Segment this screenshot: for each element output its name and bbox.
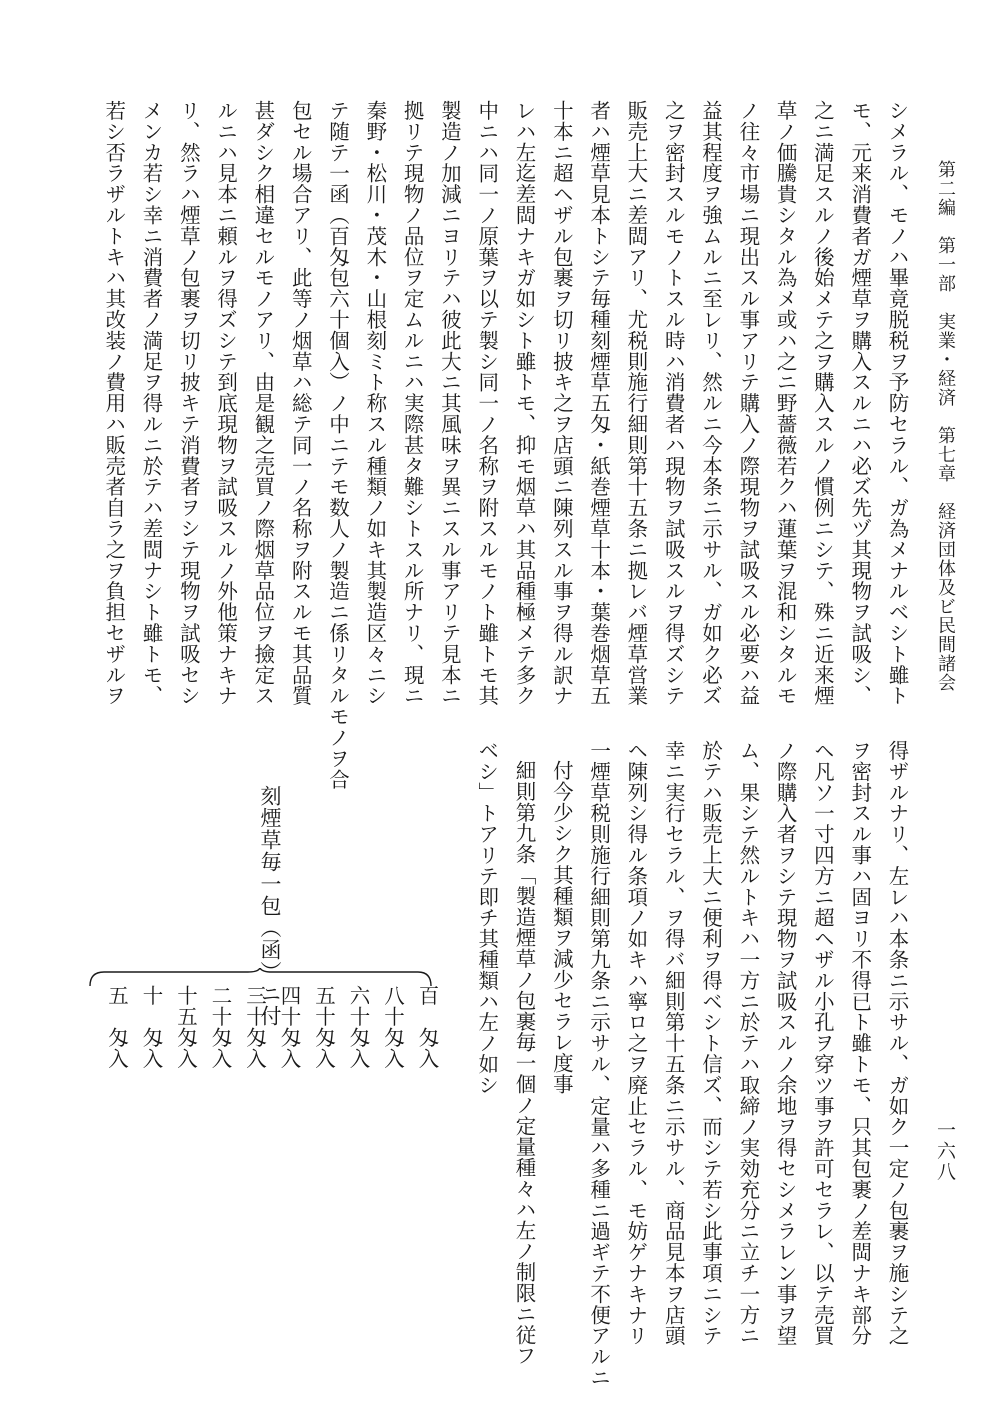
text-column: テ随テ一函（百匁包六十個入）ノ中ニテモ数人ノ製造ニ係リタルモノヲ合 (325, 100, 350, 790)
tonnage-item: 十五匁入 (173, 985, 198, 1069)
text-column: 草ノ価騰貴シタル為メ或ハ之ニ野薔薇若クハ蓮葉ヲ混和シタルモ (773, 100, 798, 707)
text-column: ノ際購入者ヲシテ現物ヲ試吸スルノ余地ヲ得セシメラレン事ヲ望 (773, 740, 798, 1347)
text-column: 於テハ販売上大ニ便利ヲ得ベシト信ズ、而シテ若シ此事項ニシテ (698, 740, 723, 1347)
tonnage-item: 十 匁入 (139, 985, 163, 1069)
text-column: 幸ニ実行セラル、ヲ得バ細則第十五条ニ示サル、商品見本ヲ店頭 (661, 740, 686, 1347)
text-column: ルニハ見本ニ頼ルヲ得ズシテ到底現物ヲ試吸スルノ外他策ナキナ (213, 100, 238, 707)
text-column: 若シ否ラザルトキハ其改装ノ費用ハ販売者自ラ之ヲ負担セザルヲ (101, 100, 126, 707)
text-column: ヘ陳列シ得ル条項ノ如キハ寧ロ之ヲ廃止セラル、モ妨ゲナキナリ (623, 740, 648, 1347)
tonnage-item: 三十匁入 (242, 985, 267, 1069)
text-column: 益其程度ヲ強ムルニ至レリ、然ルニ今本条ニ示サル、ガ如ク必ズ (698, 100, 723, 707)
text-column: 販売上大ニ差閊アリ、尤税則施行細則第十五条ニ拠レバ煙草営業 (623, 100, 648, 707)
text-column: 者ハ煙草見本トシテ毎種刻煙草五匁・紙巻煙草十本・葉巻烟草五 (586, 100, 611, 707)
text-column: ヘ凡ソ一寸四方ニ超ヘザル小孔ヲ穿ツ事ヲ許可セラレ、以テ売買 (810, 740, 835, 1347)
text-column: 之ヲ密封スルモノトスル時ハ消費者ハ現物ヲ試吸スルヲ得ズシテ (661, 100, 686, 707)
tonnage-item: 四十匁入 (277, 985, 301, 1069)
text-column: ベシ」トアリテ即チ其種類ハ左ノ如シ (474, 740, 499, 1096)
tonnage-item: 八十匁入 (380, 985, 405, 1069)
text-column: 包セル場合アリ、此等ノ烟草ハ総テ同一ノ名称ヲ附スルモ其品質 (288, 100, 313, 707)
text-column: ム、果シテ然ルトキハ一方ニ於テハ取締ノ実効充分ニ立チ一方ニ (735, 740, 760, 1347)
tonnage-item: 二十匁入 (208, 985, 232, 1069)
text-column: 十本ニ超ヘザル包裹ヲ切リ披キ之ヲ店頭ニ陳列スル事ヲ得ル訳ナ (549, 100, 574, 707)
tonnage-item: 六十匁入 (346, 985, 370, 1069)
text-column: 一煙草税則施行細則第九条ニ示サル、定量ハ多種ニ過ギテ不便アルニ (586, 740, 611, 1388)
text-column: 付今少シク其種類ヲ減少セラレ度事 (549, 760, 574, 1095)
text-column: 拠リテ現物ノ品位ヲ定ムルニハ実際甚タ難シトスル所ナリ、現ニ (400, 100, 425, 707)
page-number: 一六八 (934, 1120, 956, 1183)
table-caption: 刻煙草毎一包（函）ニ付 (258, 785, 282, 1027)
text-column: 細則第九条「製造煙草ノ包裹毎一個ノ定量種々ハ左ノ制限ニ従フ (512, 760, 536, 1367)
text-column: モ、元来消費者ガ煙草ヲ購入スルニハ必ズ先ヅ其現物ヲ試吸シ、 (847, 100, 872, 707)
tonnage-list (86, 985, 446, 1105)
text-column: シメラル、モノハ畢竟脱税ヲ予防セラル、ガ為メナルベシト雖ト (885, 100, 909, 707)
text-column: ヲ密封スル事ハ固ヨリ不得已ト雖トモ、只其包裹ノ差閊ナキ部分 (847, 740, 872, 1347)
text-column: 之ニ満足スルノ後始メテ之ヲ購入スルノ慣例ニシテ、殊ニ近来煙 (810, 100, 835, 707)
text-column: 製造ノ加減ニヨリテハ彼此大ニ其風味ヲ異ニスル事アリテ見本ニ (437, 100, 462, 707)
text-column: メンカ若シ幸ニ消費者ノ満足ヲ得ルニ於テハ差閊ナシト雖トモ、 (139, 100, 163, 707)
tonnage-item: 五 匁入 (104, 985, 129, 1069)
text-column: レハ左迄差閊ナキガ如シト雖トモ、抑モ烟草ハ其品種極メテ多ク (512, 100, 536, 707)
running-header: 第二編 第一部 実業・経済 第七章 経済団体及ビ民間諸会 (935, 160, 956, 692)
tonnage-item: 五十匁入 (311, 985, 336, 1069)
text-column: リ、然ラハ煙草ノ包裹ヲ切リ披キテ消費者ヲシテ現物ヲ試吸セシ (176, 100, 201, 707)
tonnage-item: 百 匁入 (415, 985, 439, 1069)
text-column: 得ザルナリ、左レハ本条ニ示サル、ガ如ク一定ノ包裹ヲ施シテ之 (885, 740, 909, 1347)
text-column: 中ニハ同一ノ原葉ヲ以テ製シ同一ノ名称ヲ附スルモノト雖トモ其 (474, 100, 499, 707)
text-column: ノ往々市場ニ現出スル事アリテ購入ノ際現物ヲ試吸スル必要ハ益 (735, 100, 760, 707)
text-column: 秦野・松川・茂木・山根刻ミト称スル種類ノ如キ其製造区々ニシ (362, 100, 387, 707)
text-column: 甚ダシク相違セルモノアリ、由是観之売買ノ際烟草品位ヲ撿定ス (250, 100, 275, 707)
